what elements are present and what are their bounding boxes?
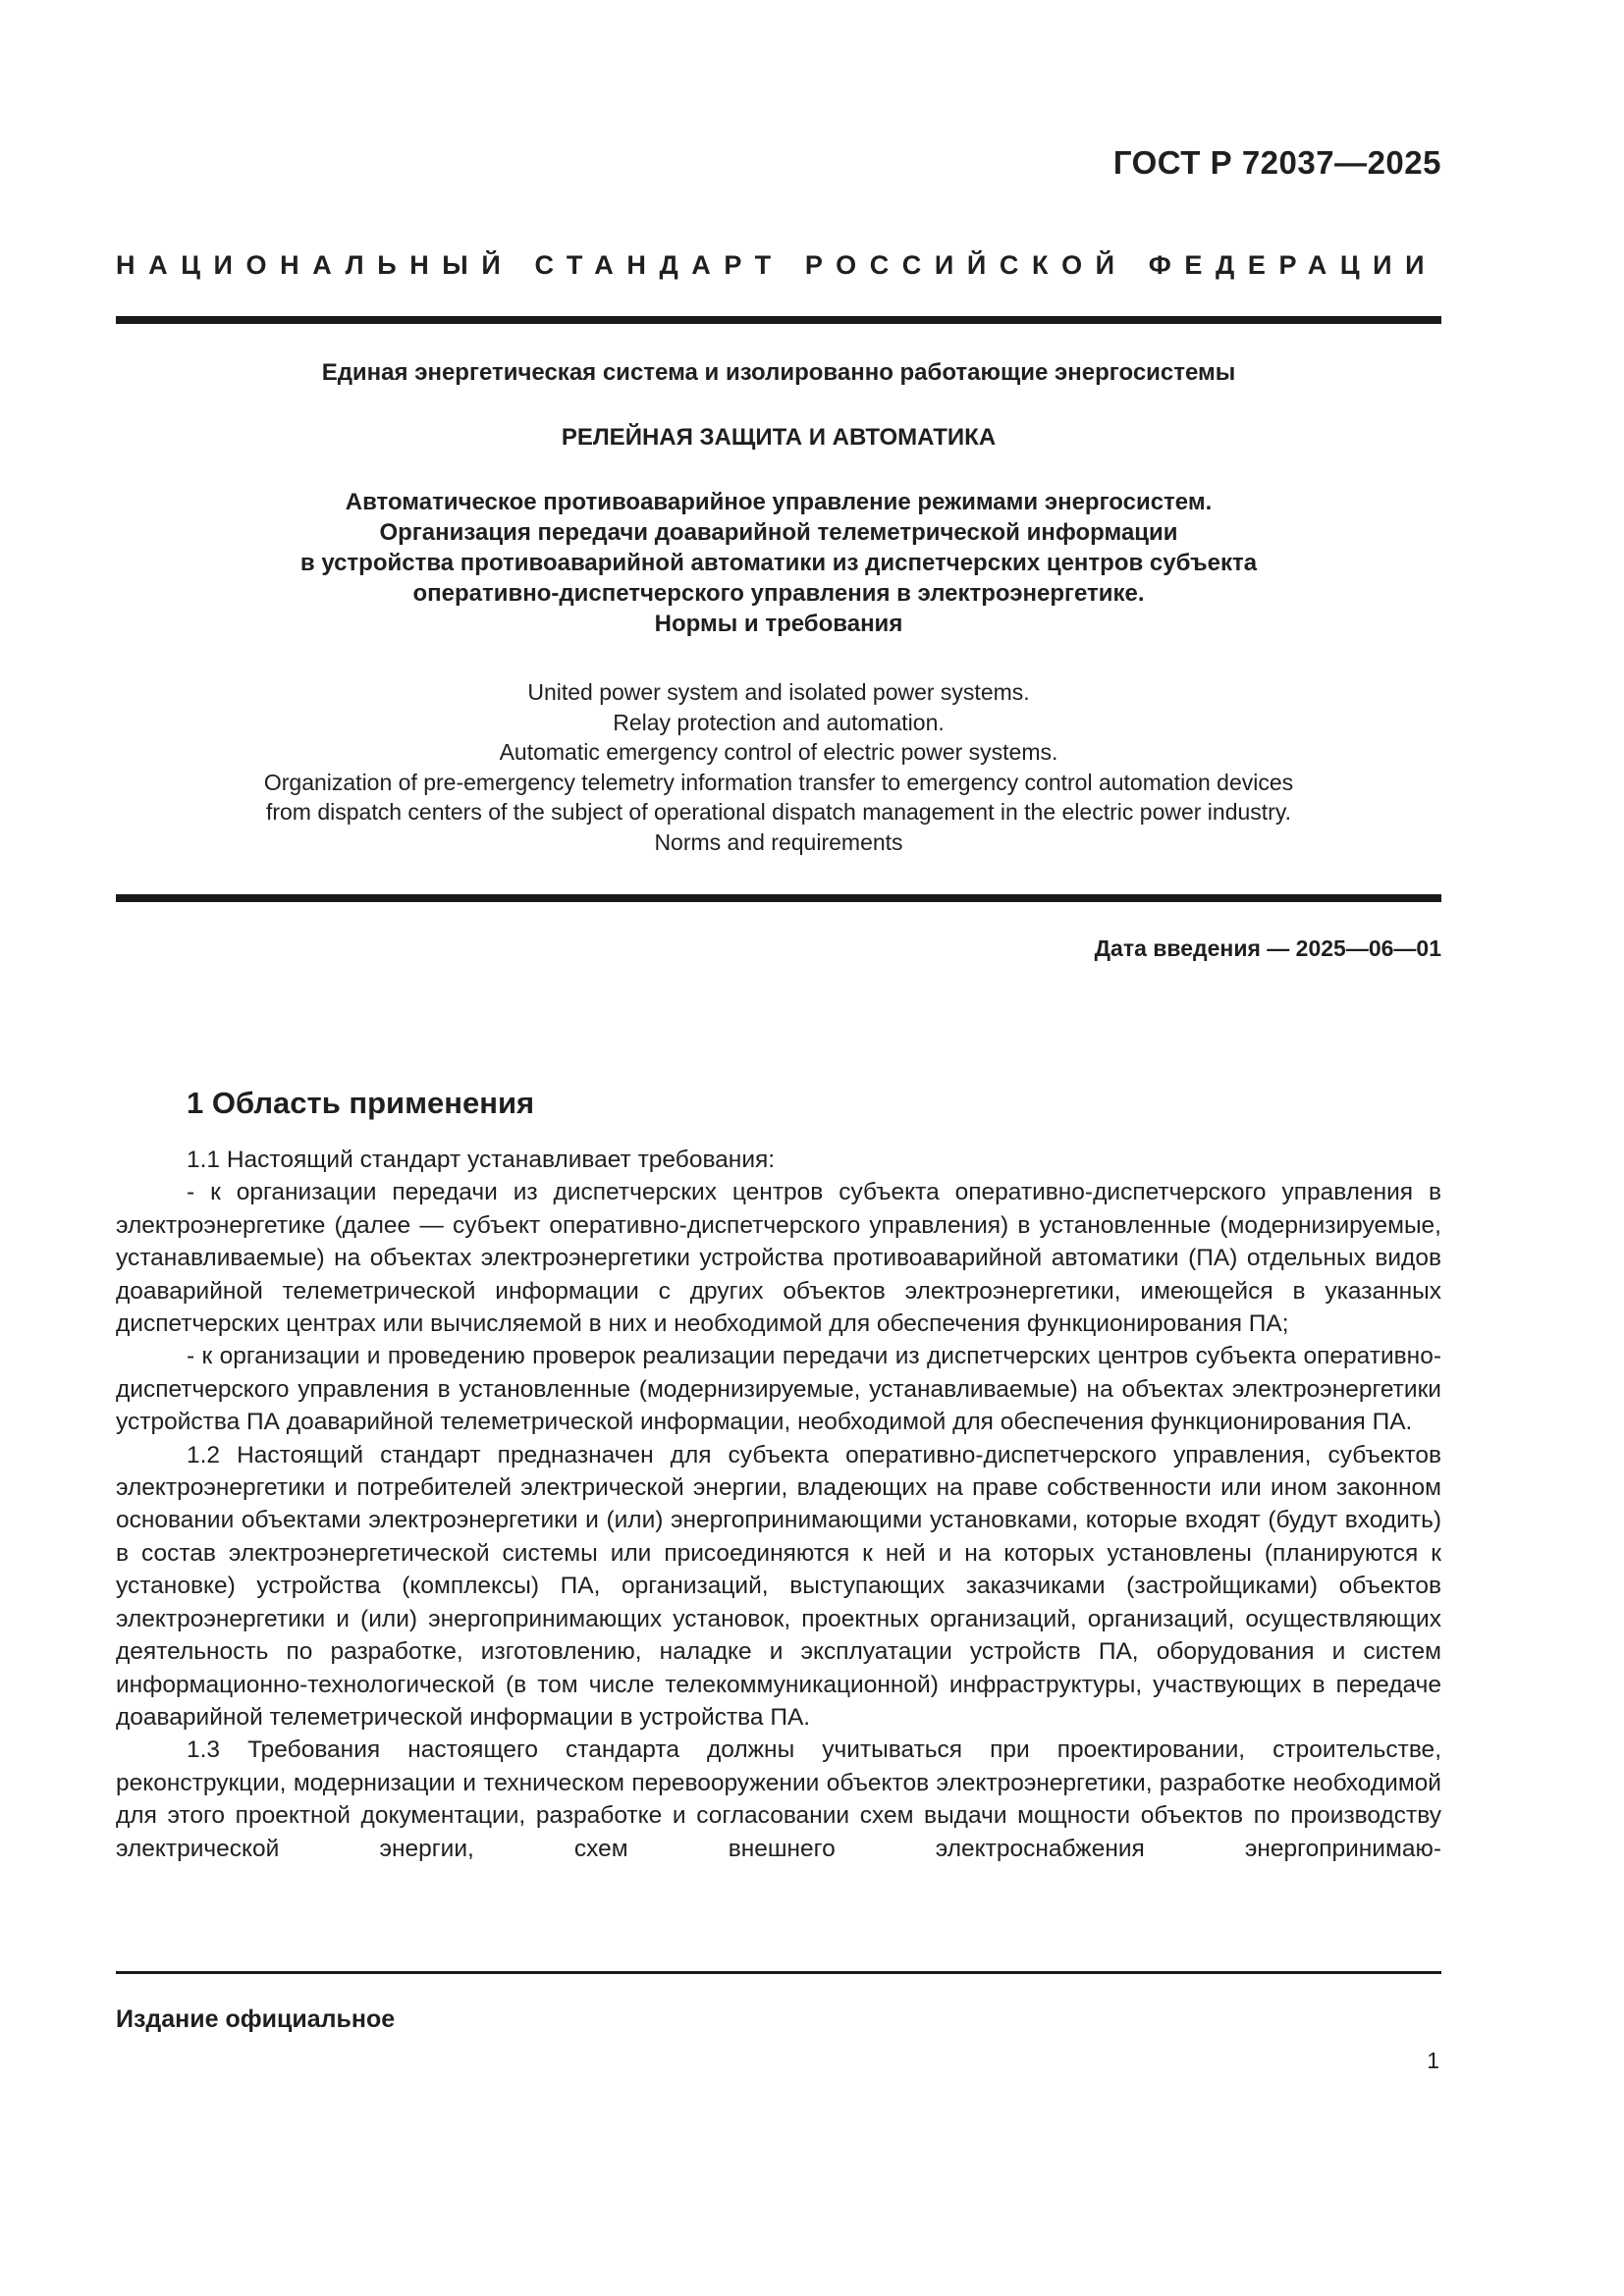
page-number: 1 (1427, 2048, 1439, 2073)
section-heading: 1 Область применения (187, 1086, 535, 1120)
title-divider (116, 894, 1441, 902)
footer-divider (116, 1971, 1441, 1974)
header-divider (116, 316, 1441, 324)
standard-type-header: НАЦИОНАЛЬНЫЙ СТАНДАРТ РОССИЙСКОЙ ФЕДЕРАЦИИ (116, 250, 1438, 280)
paragraph-bullet-1: - к организации передачи из диспетчерских центров субъекта оперативно-диспетчерского управления в электроэнергетике (далее — субъект оперативно-диспетчерского управления) в установленные (модернизируемые, устанавливаемые) на объектах электроэнергетики устройства противоаварийной автоматики (ПА) отдельных видов доаварийной телеметрической информации с других объектов электроэнергетики, имеющейся в указанных диспетчерских центрах или вычисляемой в них и необходимой для обеспечения функционирования ПА; (116, 1179, 1441, 1338)
section-body (116, 1144, 1441, 1865)
title-ru-subtitle-line: Автоматическое противоаварийное управление режимами энергосистем. (345, 489, 1213, 515)
title-en-line: United power system and isolated power systems. (527, 679, 1030, 705)
title-en-line: Organization of pre-emergency telemetry information transfer to emergency control automation devices (263, 769, 1294, 795)
title-en-line: Relay protection and automation. (613, 709, 945, 735)
intro-date: Дата введения — 2025—06—01 (1094, 935, 1441, 961)
title-en-line: Automatic emergency control of electric power systems. (499, 739, 1058, 765)
title-ru-subtitle-line: Нормы и требования (654, 611, 903, 637)
title-ru-line1: Единая энергетическая система и изолированно работающие энергосистемы (321, 359, 1236, 386)
title-en (116, 677, 1441, 857)
title-en-line: from dispatch centers of the subject of operational dispatch management in the electric power industry. (265, 799, 1292, 825)
paragraph-bullet-2: - к организации и проведению проверок реализации передачи из диспетчерских центров субъекта оперативно-диспетчерского управления в установленные (модернизируемые, устанавливаемые) на объектах электроэнергетики устройства ПА доаварийной телеметрической информации, необходимой для обеспечения функционирования ПА. (116, 1343, 1441, 1436)
paragraph-1-2: 1.2 Настоящий стандарт предназначен для субъекта оперативно-диспетчерского управления, субъектов электроэнергетики и потребителей электрической энергии, владеющих на праве собственности или ином законном основании объектами электроэнергетики и (или) энергопринимающими установками, которые входят (будут входить) в состав электроэнергетической системы или присоединяются к ней и на которых установлены (планируются к установке) устройства (комплексы) ПА, организаций, выступающих заказчиками (застройщиками) объектов электроэнергетики и (или) энергопринимающих установок, проектных организаций, организаций, осуществляющих деятельность по разработке, изготовлению, наладке и эксплуатации устройств ПА, оборудования и систем информационно-технологической (в том числе телекоммуникационной) инфраструктуры, участвующих в передаче доаварийной телеметрической информации в устройства ПА. (116, 1441, 1441, 1731)
paragraph-1-1: 1.1 Настоящий стандарт устанавливает требования: (187, 1147, 776, 1173)
title-ru-line2: РЕЛЕЙНАЯ ЗАЩИТА И АВТОМАТИКА (561, 424, 997, 451)
title-en-line: Norms and requirements (654, 828, 903, 855)
title-ru-subtitle (116, 487, 1441, 639)
document-number: ГОСТ Р 72037—2025 (1112, 144, 1441, 181)
official-edition-label: Издание официальное (116, 2005, 396, 2033)
title-ru-subtitle-line: Организация передачи доаварийной телеметрической информации (379, 519, 1178, 546)
title-ru-subtitle-line: оперативно-диспетчерского управления в электроэнергетике. (412, 580, 1145, 607)
title-ru-subtitle-line: в устройства противоаварийной автоматики из диспетчерских центров субъекта (299, 550, 1258, 576)
paragraph-1-3: 1.3 Требования настоящего стандарта должны учитываться при проектировании, строительстве, реконструкции, модернизации и техническом перевооружении объектов электроэнергетики, разработке необходимой для этого проектной документации, разработке и согласовании схем выдачи мощности объектов по производству электрической энергии, схем внешнего электроснабжения энергопринимаю- (116, 1736, 1441, 1862)
